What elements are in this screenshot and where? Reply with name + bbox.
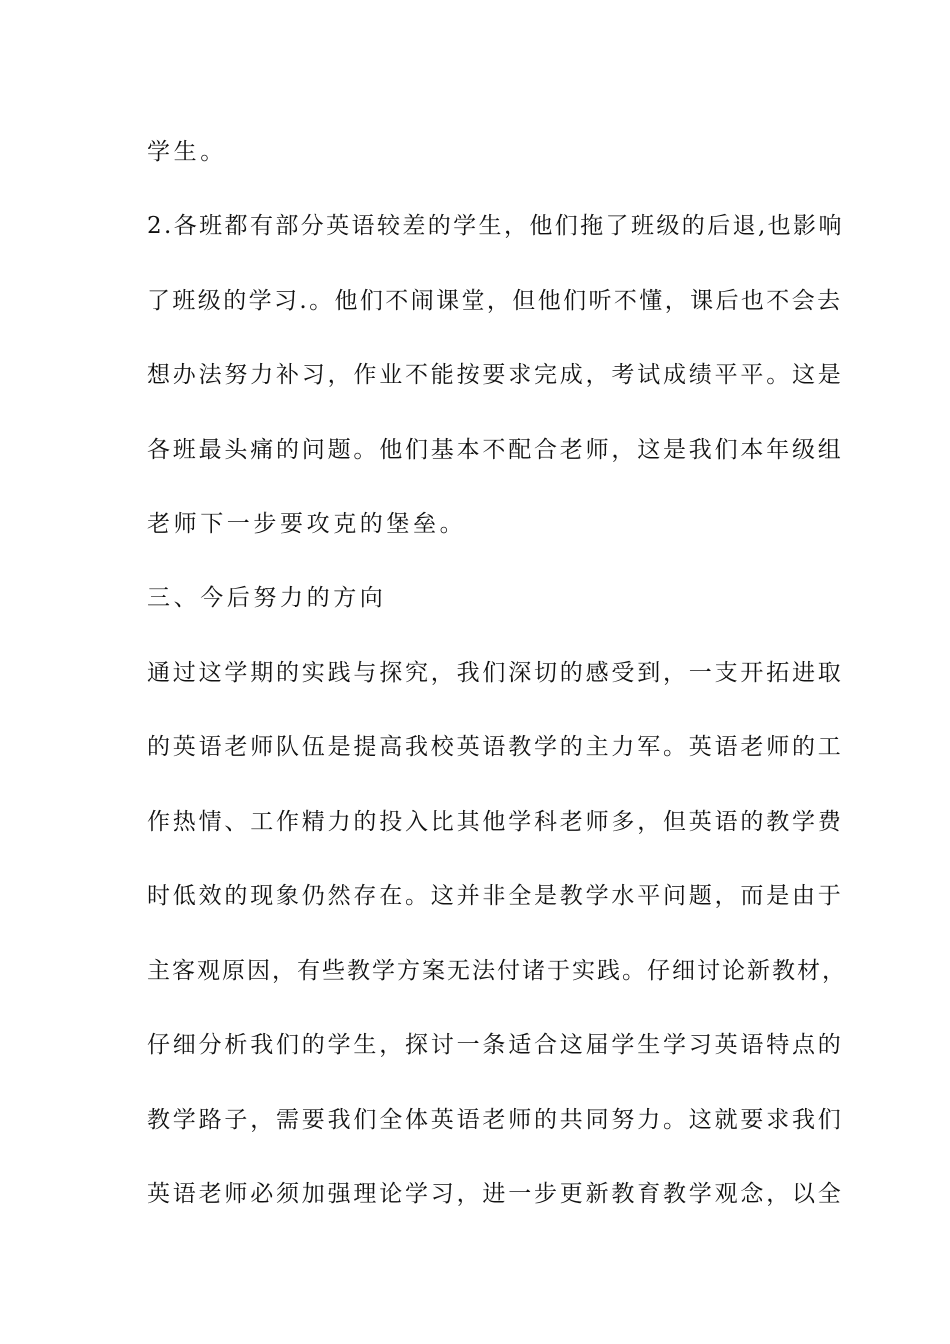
text-line: 老师下一步要攻克的堡垒。 [147,511,467,537]
text-line: 2.各班都有部分英语较差的学生，他们拖了班级的后退,也影响 [147,213,844,239]
text-line: 想办法努力补习，作业不能按要求完成，考试成绩平平。这是 [147,362,844,388]
text-line: 英语老师必须加强理论学习，进一步更新教育教学观念，以全 [147,1181,844,1207]
text-line: 主客观原因，有些教学方案无法付诸于实践。仔细讨论新教材， [147,958,847,984]
text-line: 时低效的现象仍然存在。这并非全是教学水平问题，而是由于 [147,883,844,909]
text-line: 的英语老师队伍是提高我校英语教学的主力军。英语老师的工 [147,734,844,760]
text-line: 通过这学期的实践与探究，我们深切的感受到，一支开拓进取 [147,660,844,686]
text-line: 作热情、工作精力的投入比其他学科老师多，但英语的教学费 [147,809,844,835]
text-line: 教学路子，需要我们全体英语老师的共同努力。这就要求我们 [147,1107,844,1133]
text-line: 仔细分析我们的学生，探讨一条适合这届学生学习英语特点的 [147,1032,844,1058]
section-heading: 三、今后努力的方向 [147,585,387,611]
text-line: 学生。 [147,139,227,165]
text-line: 了班级的学习.。他们不闹课堂，但他们听不懂，课后也不会去 [147,288,843,314]
text-line: 各班最头痛的问题。他们基本不配合老师，这是我们本年级组 [147,437,844,463]
